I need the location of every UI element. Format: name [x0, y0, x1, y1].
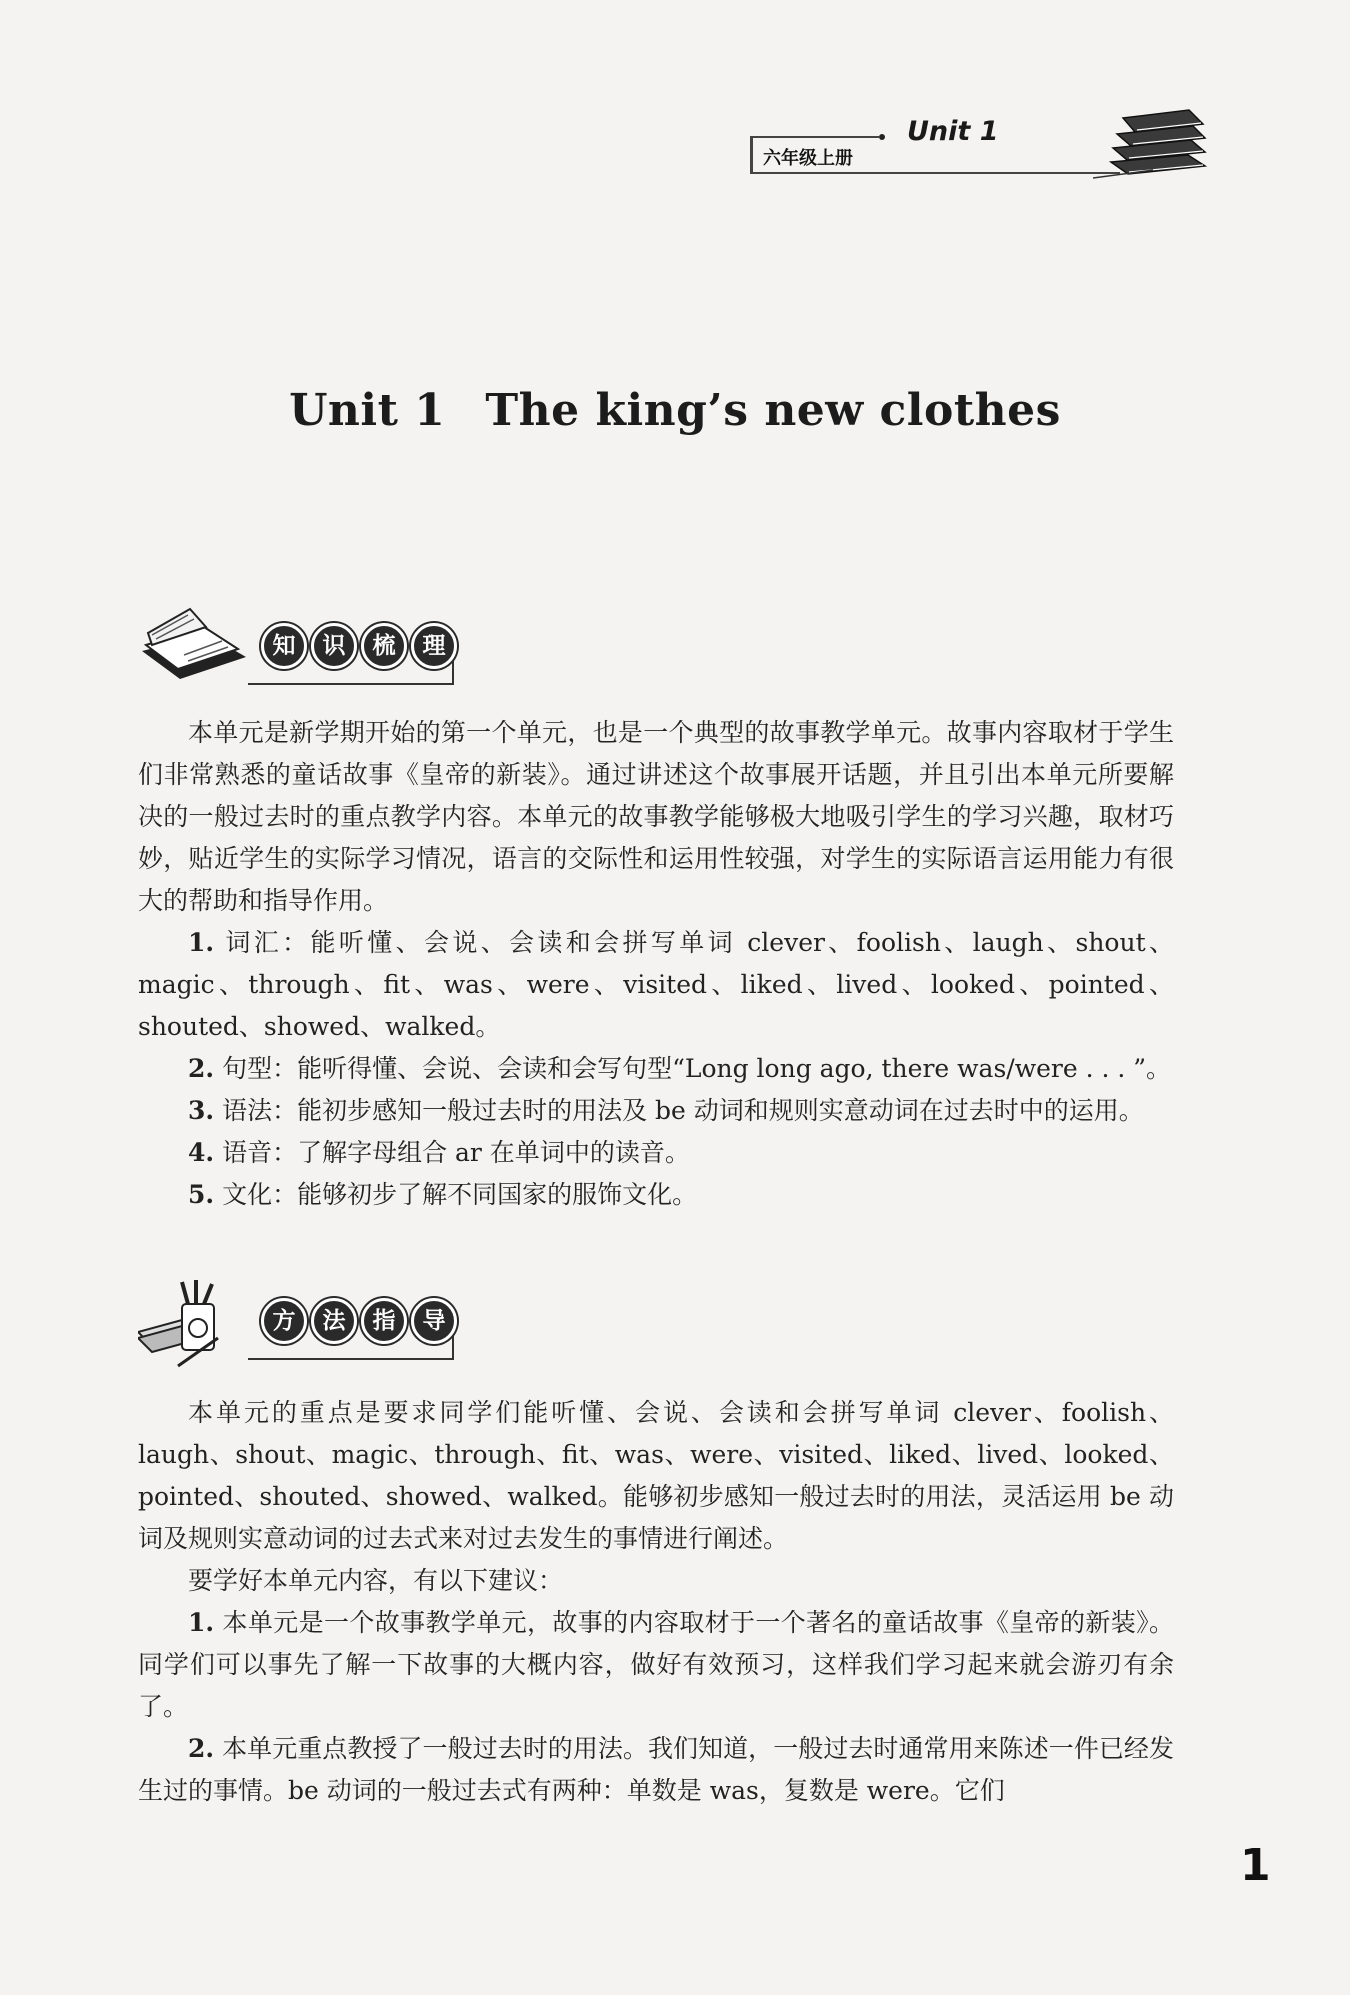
- header-unit: Unit 1: [907, 116, 999, 147]
- section-heading-2: [138, 1280, 468, 1370]
- paragraph: 本单元的重点是要求同学们能听懂、会说、会读和会拼写单词 clever、foolish、laugh、shout、magic、through、fit、was、were、visited、liked、lived、looked、pointed、shouted、showed、walked。能够初步感知一般过去时的用法，灵活运用 be 动词及规则实意动词的过去式来对过去发生的事情进行阐述。: [138, 1398, 1174, 1553]
- heading-char: 方: [261, 1298, 307, 1344]
- title-name: The king’s new clothes: [485, 385, 1061, 436]
- section-heading-1: [138, 605, 468, 695]
- item-text: 语法：能初步感知一般过去时的用法及 be 动词和规则实意动词在过去时中的运用。: [222, 1096, 1144, 1125]
- list-item: [138, 1728, 1174, 1812]
- running-header: [745, 108, 1215, 178]
- heading-char: 识: [311, 623, 357, 669]
- header-rule-top: [750, 136, 880, 138]
- item-text: 语音：了解字母组合 ar 在单词中的读音。: [222, 1138, 690, 1167]
- heading-badges: [261, 1298, 457, 1344]
- book-stack-icon: [1093, 100, 1213, 180]
- paragraph: 本单元是新学期开始的第一个单元，也是一个典型的故事教学单元。故事内容取材于学生们非常熟悉的童话故事《皇帝的新装》。通过讲述这个故事展开话题，并且引出本单元所要解决的一般过去时的重点教学内容。本单元的故事教学能够极大地吸引学生的学习兴趣，取材巧妙，贴近学生的实际学习情况，语言的交际性和运用性较强，对学生的实际语言运用能力有很大的帮助和指导作用。: [138, 718, 1174, 915]
- heading-char: 指: [361, 1298, 407, 1344]
- header-rule-bottom: [750, 172, 1120, 174]
- item-text: 句型：能听得懂、会说、会读和会写句型“Long long ago, there was/were . . . ”。: [222, 1054, 1172, 1083]
- item-number: 2.: [188, 1734, 215, 1763]
- list-item: [138, 1090, 1174, 1132]
- heading-badges: [261, 623, 457, 669]
- section-2-body: [138, 1392, 1174, 1812]
- heading-char: 理: [411, 623, 457, 669]
- heading-char: 导: [411, 1298, 457, 1344]
- pencil-cup-icon: [138, 1280, 250, 1370]
- item-text: 本单元重点教授了一般过去时的用法。我们知道，一般过去时通常用来陈述一件已经发生过的事情。be 动词的一般过去式有两种：单数是 was，复数是 were。它们: [138, 1734, 1174, 1805]
- heading-char: 梳: [361, 623, 407, 669]
- item-number: 4.: [188, 1138, 215, 1167]
- paragraph: 要学好本单元内容，有以下建议：: [188, 1566, 564, 1595]
- item-number: 5.: [188, 1180, 215, 1209]
- header-bracket: [750, 136, 753, 172]
- item-number: 3.: [188, 1096, 215, 1125]
- item-text: 词汇：能听懂、会说、会读和会拼写单词 clever、foolish、laugh、shout、magic、through、fit、was、were、visited、liked、lived、looked、pointed、shouted、showed、walked。: [138, 928, 1174, 1041]
- list-item: [138, 922, 1174, 1048]
- item-text: 文化：能够初步了解不同国家的服饰文化。: [222, 1180, 698, 1209]
- item-number: 1.: [188, 1608, 215, 1637]
- heading-char: 知: [261, 623, 307, 669]
- list-item: [138, 1602, 1174, 1728]
- list-item: [138, 1132, 1174, 1174]
- unit-title: [0, 385, 1350, 436]
- page-number: 1: [1240, 1840, 1271, 1891]
- item-text: 本单元是一个故事教学单元，故事的内容取材于一个著名的童话故事《皇帝的新装》。同学们可以事先了解一下故事的大概内容，做好有效预习，这样我们学习起来就会游刃有余了。: [138, 1608, 1174, 1721]
- open-book-icon: [138, 605, 250, 685]
- section-1-body: [138, 712, 1174, 1216]
- heading-char: 法: [311, 1298, 357, 1344]
- item-number: 1.: [188, 928, 215, 957]
- list-item: [138, 1048, 1174, 1090]
- list-item: [138, 1174, 1174, 1216]
- item-number: 2.: [188, 1054, 215, 1083]
- title-unit: Unit 1: [289, 385, 446, 436]
- header-grade: 六年级上册: [763, 148, 853, 169]
